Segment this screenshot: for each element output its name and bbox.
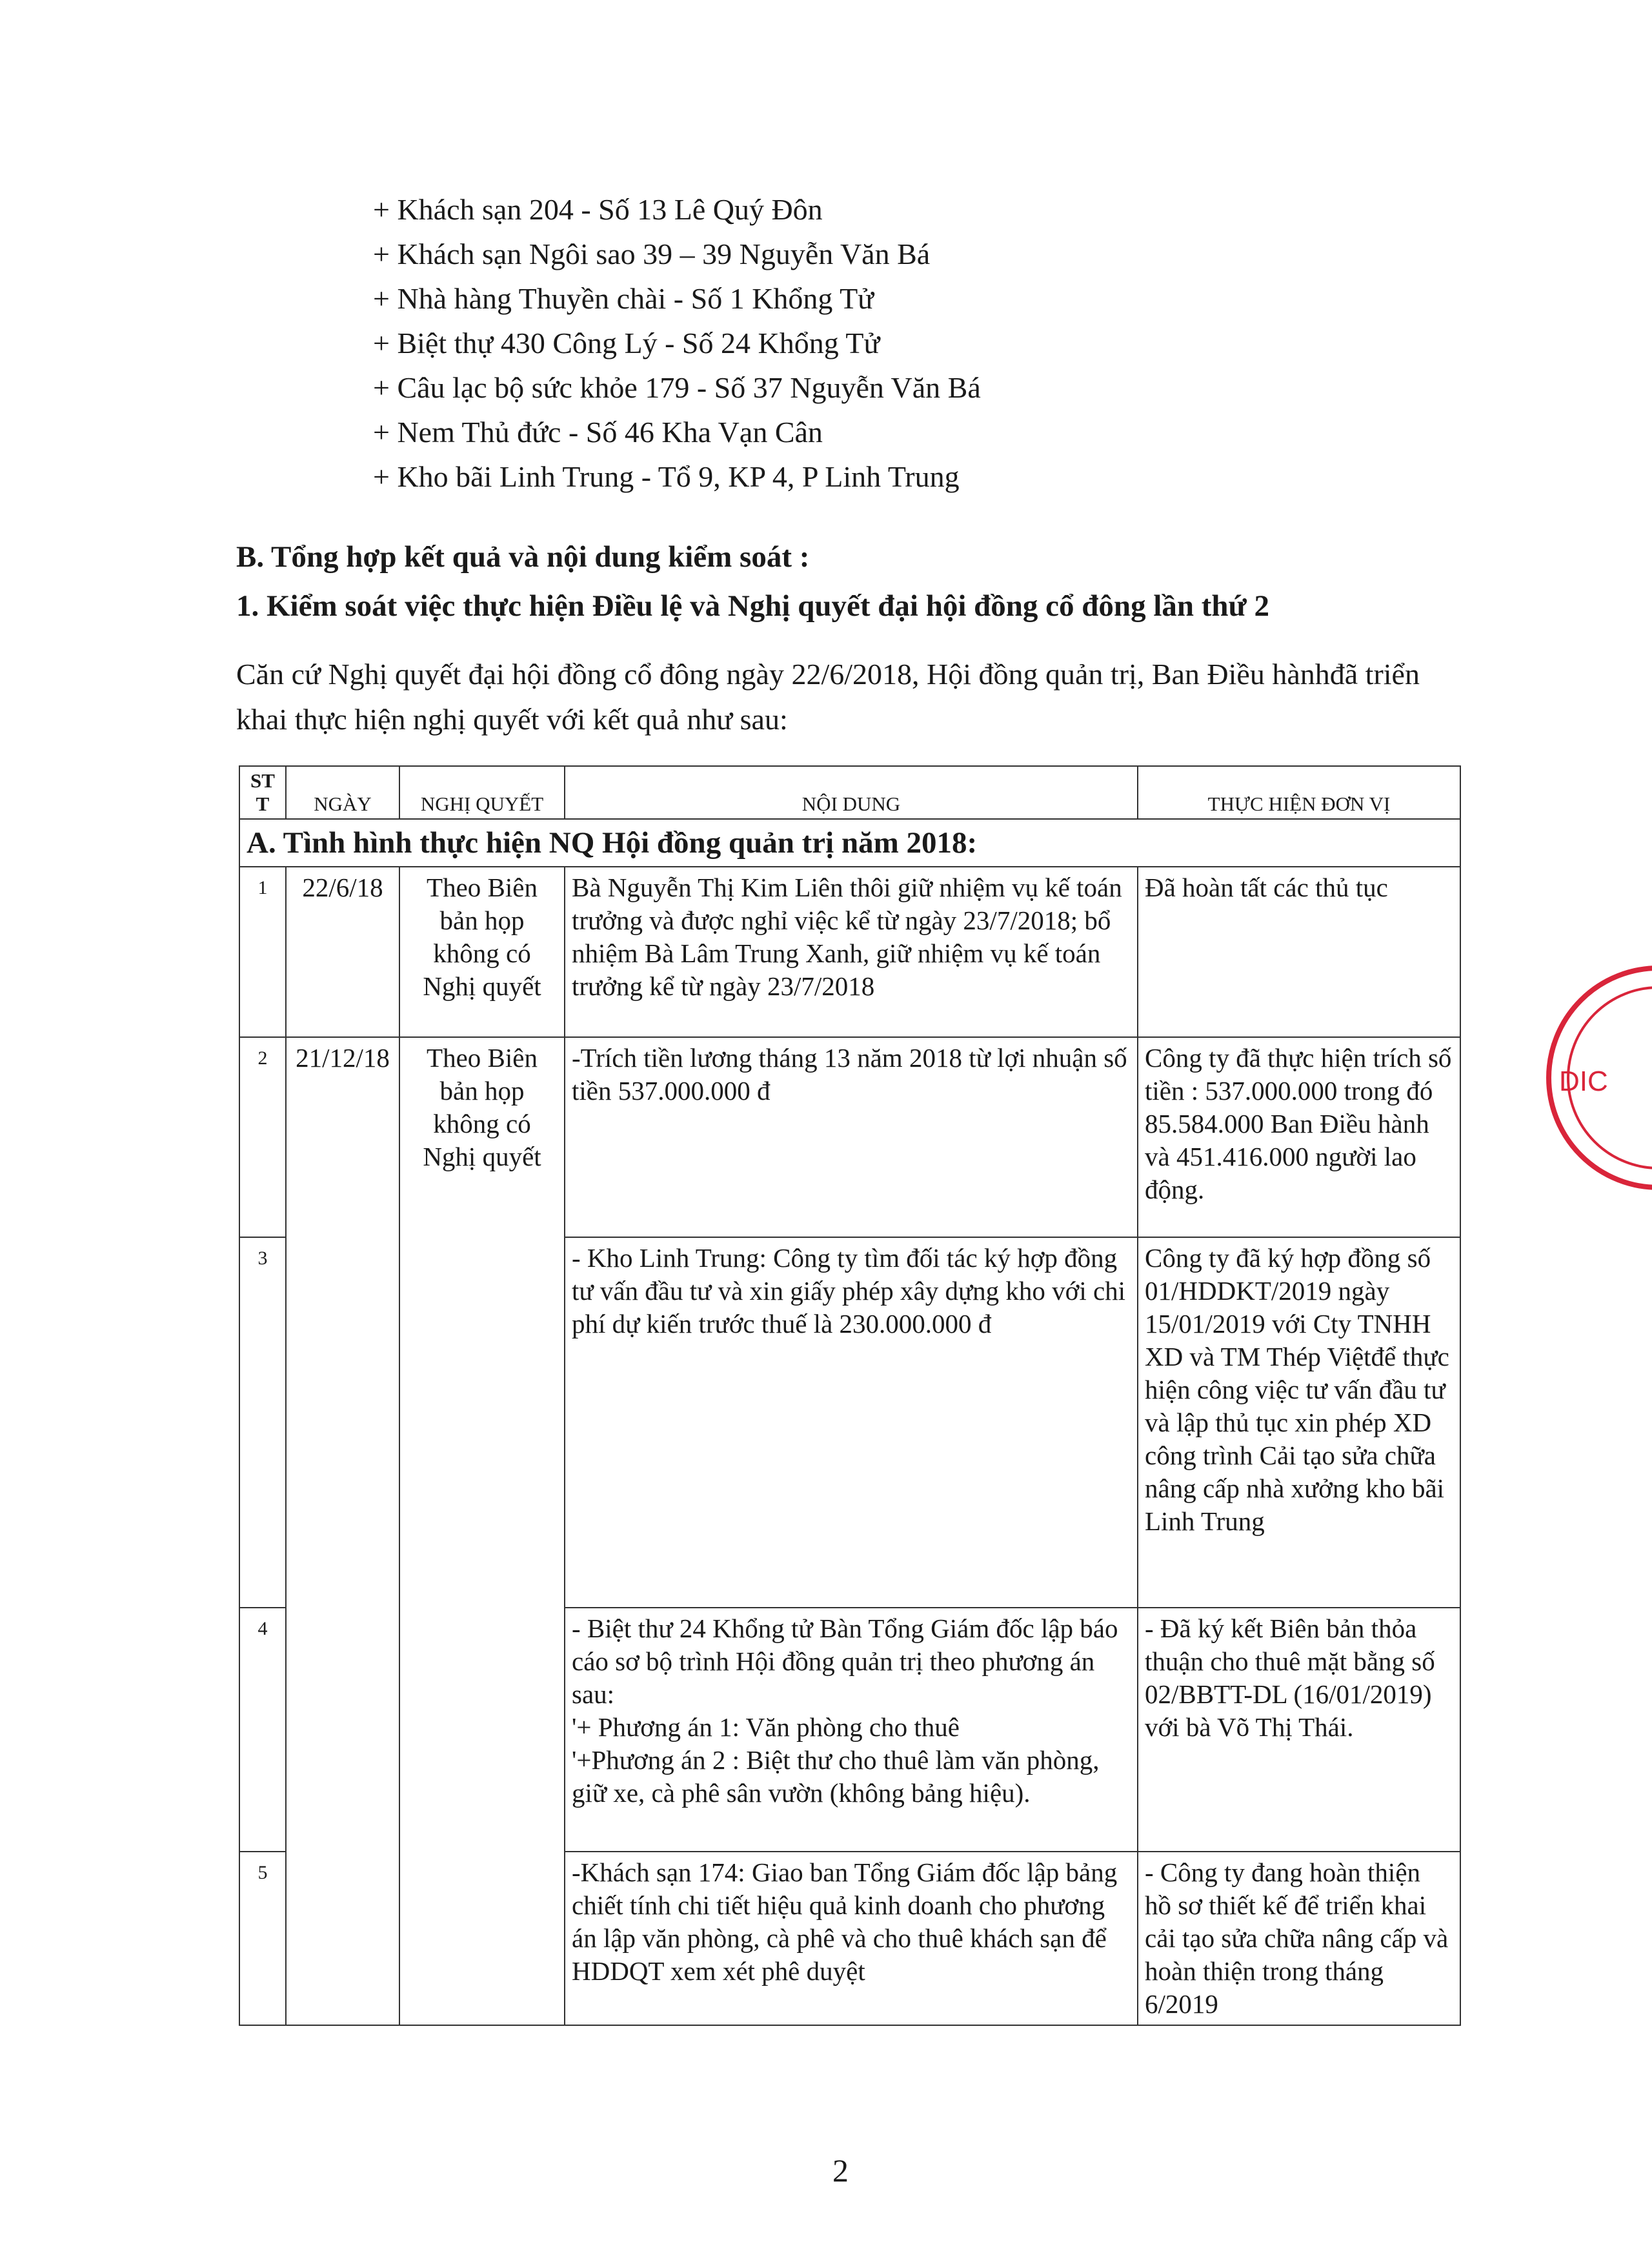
table-header-row [239, 766, 1460, 819]
cell-stt: 4 [239, 1608, 286, 1852]
section-title: A. Tình hình thực hiện NQ Hội đồng quản trị năm 2018: [239, 819, 1460, 867]
cell-nghi-quyet: Theo Biên bản họp không có Nghị quyết [399, 1037, 565, 2025]
svg-text:DIC: DIC [1559, 1066, 1608, 1097]
cell-thuc-hien: Công ty đã thực hiện trích số tiền : 537.000.000 trong đó 85.584.000 Ban Điều hành và 451.416.000 người lao động. [1138, 1037, 1460, 1237]
results-table [239, 765, 1461, 2026]
list-item: + Khách sạn Ngôi sao 39 – 39 Nguyễn Văn Bá [373, 238, 931, 270]
table-row [239, 1037, 1460, 1237]
cell-thuc-hien: Công ty đã ký hợp đồng số 01/HDDKT/2019 ngày 15/01/2019 với Cty TNHH XD và TM Thép Việtđể thực hiện công việc tư vấn đầu tư và lập thủ tục xin phép XD công trình Cải tạo sửa chữa nâng cấp nhà xưởng kho bãi Linh Trung [1138, 1237, 1460, 1608]
page-number: 2 [832, 2152, 849, 2188]
header-stt: ST T [239, 766, 286, 819]
cell-stt: 5 [239, 1852, 286, 2025]
cell-stt: 2 [239, 1037, 286, 1237]
cell-noi-dung: -Khách sạn 174: Giao ban Tổng Giám đốc lập bảng chiết tính chi tiết hiệu quả kinh doanh cho phương án lập văn phòng, cà phê và cho thuê khách sạn để HDDQT xem xét phê duyệt [565, 1852, 1138, 2025]
cell-stt: 1 [239, 867, 286, 1037]
list-item: + Nhà hàng Thuyền chài - Số 1 Khổng Tử [373, 282, 874, 315]
cell-noi-dung: - Biệt thư 24 Khổng tử Bàn Tổng Giám đốc lập báo cáo sơ bộ trình Hội đồng quản trị theo phương án sau: '+ Phương án 1: Văn phòng cho thuê '+Phương án 2 : Biệt thư cho thuê làm văn phòng, giữ xe, cà phê sân vườn (không bảng hiệu). [565, 1608, 1138, 1852]
header-ngay: NGÀY [286, 766, 399, 819]
list-item: + Kho bãi Linh Trung - Tổ 9, KP 4, P Linh Trung [373, 460, 960, 493]
section-heading-b: B. Tổng hợp kết quả và nội dung kiểm soát : [236, 540, 810, 574]
table-row [239, 867, 1460, 1037]
header-thuc-hien: THỰC HIỆN ĐƠN VỊ [1138, 766, 1460, 819]
cell-nghi-quyet: Theo Biên bản họp không có Nghị quyết [399, 867, 565, 1037]
cell-stt: 3 [239, 1237, 286, 1608]
location-list [373, 187, 981, 499]
list-item: + Biệt thự 430 Công Lý - Số 24 Khổng Tử [373, 327, 880, 359]
cell-ngay: 22/6/18 [286, 867, 399, 1037]
intro-paragraph: Căn cứ Nghị quyết đại hội đồng cổ đông ngày 22/6/2018, Hội đồng quản trị, Ban Điều hànhđã triển khai thực hiện nghị quyết với kết quả như sau: [236, 658, 1420, 736]
cell-ngay: 21/12/18 [286, 1037, 399, 2025]
cell-noi-dung: - Kho Linh Trung: Công ty tìm đối tác ký hợp đồng tư vấn đầu tư và xin giấy phép xây dựng kho với chi phí dự kiến trước thuế là 230.000.000 đ [565, 1237, 1138, 1608]
table-section-row [239, 819, 1460, 867]
cell-thuc-hien: Đã hoàn tất các thủ tục [1138, 867, 1460, 1037]
cell-thuc-hien: - Đã ký kết Biên bản thỏa thuận cho thuê mặt bằng số 02/BBTT-DL (16/01/2019) với bà Võ Thị Thái. [1138, 1608, 1460, 1852]
company-stamp-icon [1536, 949, 1652, 1207]
list-item: + Nem Thủ đức - Số 46 Kha Vạn Cân [373, 416, 823, 449]
list-item: + Khách sạn 204 - Số 13 Lê Quý Đôn [373, 193, 823, 226]
cell-noi-dung: Bà Nguyễn Thị Kim Liên thôi giữ nhiệm vụ kế toán trưởng và được nghỉ việc kể từ ngày 23/7/2018; bổ nhiệm Bà Lâm Trung Xanh, giữ nhiệm vụ kế toán trưởng kể từ ngày 23/7/2018 [565, 867, 1138, 1037]
section-heading-1: 1. Kiểm soát việc thực hiện Điều lệ và Nghị quyết đại hội đồng cổ đông lần thứ 2 [236, 589, 1270, 623]
cell-thuc-hien: - Công ty đang hoàn thiện hồ sơ thiết kế để triển khai cải tạo sửa chữa nâng cấp và hoàn thiện trong tháng 6/2019 [1138, 1852, 1460, 2025]
header-nghi-quyet: NGHỊ QUYẾT [399, 766, 565, 819]
header-noi-dung: NỘI DUNG [565, 766, 1138, 819]
list-item: + Câu lạc bộ sức khỏe 179 - Số 37 Nguyễn Văn Bá [373, 371, 981, 404]
cell-noi-dung: -Trích tiền lương tháng 13 năm 2018 từ lợi nhuận số tiền 537.000.000 đ [565, 1037, 1138, 1237]
